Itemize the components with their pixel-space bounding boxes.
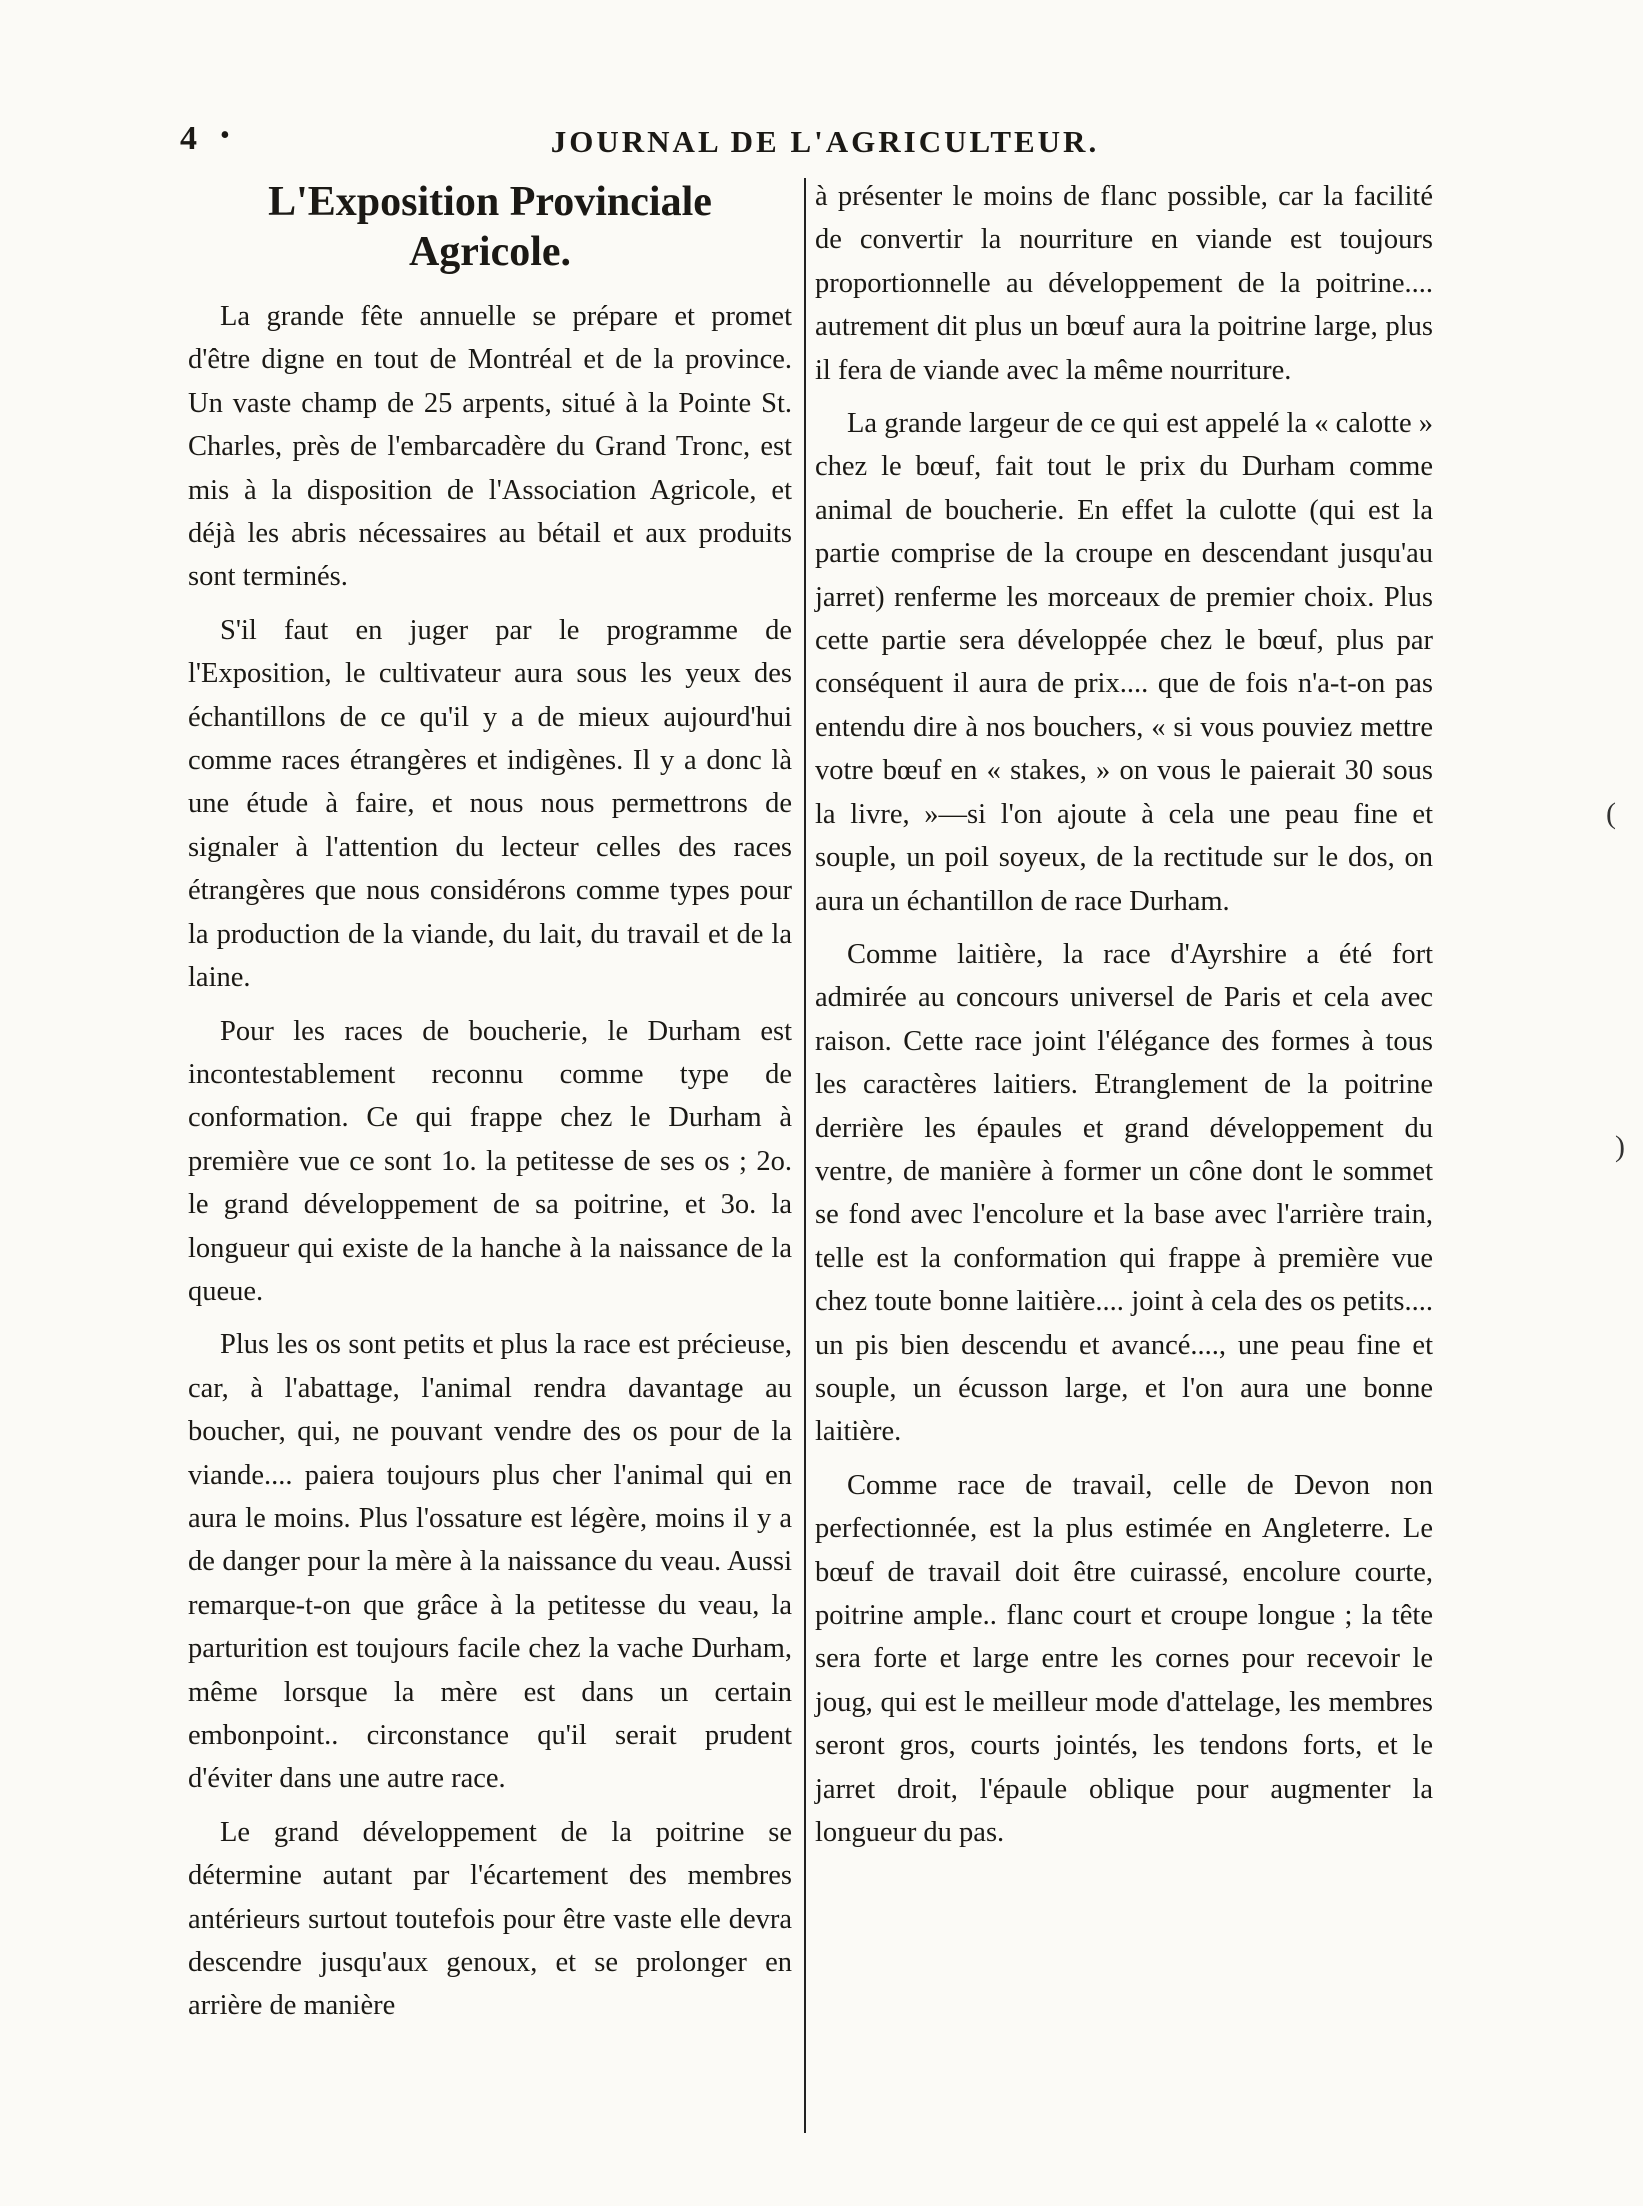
left-column bbox=[188, 175, 792, 2186]
header-bullet: • bbox=[220, 120, 230, 151]
paragraph: S'il faut en juger par le programme de l'Exposition, le cultivateur aura sous les yeux des échantillons de ce qu'il y a de mieux aujourd'hui comme races étrangères et indigènes. Il y a donc là une étude à faire, et nous nous permettrons de signaler à l'attention du lecteur celles des races étrangères que nous considérons comme types pour la production de la viande, du lait, du travail et de la laine. bbox=[188, 614, 792, 994]
margin-mark: ( bbox=[1606, 797, 1616, 830]
paragraph: Pour les races de boucherie, le Durham est incontestablement reconnu comme type de conformation. Ce qui frappe chez le Durham à première vue ce sont 1o. la petitesse de ses os ; 2o. le grand développement de sa poitrine, et 3o. la longueur qui existe de la hanche à la naissance de la queue. bbox=[188, 1015, 792, 1307]
paragraph: à présenter le moins de flanc possible, car la facilité de convertir la nourriture en viande est toujours proportionnelle au développement de la poitrine.... autrement dit plus un bœuf aura la poitrine large, plus il fera de viande avec la même nourriture. bbox=[815, 181, 1433, 386]
column-rule bbox=[804, 178, 806, 2133]
page-number: 4 bbox=[180, 120, 197, 157]
page-header bbox=[180, 120, 1470, 170]
paragraph: Le grand développement de la poitrine se détermine autant par l'écartement des membres antérieurs surtout toutefois pour être vaste elle devra descendre jusqu'aux genoux, et se prolonger en arrière de manière bbox=[188, 1816, 792, 2022]
paragraph: Plus les os sont petits et plus la race est précieuse, car, à l'abattage, l'animal rendra davantage au boucher, qui, ne pouvant vendre des os pour de la viande.... paiera toujours plus cher l'animal qui en aura le moins. Plus l'ossature est légère, moins il y a de danger pour la mère à la naissance du veau. Aussi remarque-t-on que grâce à la petitesse du veau, la parturition est toujours facile chez la vache Durham, même lorsque la mère est dans un certain embonpoint.. circonstance qu'il serait prudent d'éviter dans une autre race. bbox=[188, 1329, 792, 1795]
paragraph: La grande fête annuelle se prépare et promet d'être digne en tout de Montréal et de la province. Un vaste champ de 25 arpents, situé à la Pointe St. Charles, près de l'embarcadère du Grand Tronc, est mis à la disposition de l'Association Agricole, et déjà les abris nécessaires au bétail et aux produits sont terminés. bbox=[188, 301, 792, 593]
paragraph: Comme race de travail, celle de Devon non perfectionnée, est la plus estimée en Angleterre. Le bœuf de travail doit être cuirassé, encolure courte, poitrine ample.. flanc court et croupe longue ; la tête sera forte et large entre les cornes pour recevoir le joug, qui est le meilleur mode d'attelage, les membres seront gros, courts jointés, les tendons forts, et le jarret droit, l'épaule oblique pour augmenter la longueur du pas. bbox=[815, 1469, 1433, 1849]
margin-mark: ) bbox=[1615, 1130, 1625, 1163]
article-title: L'Exposition Provinciale Agricole. bbox=[268, 179, 712, 275]
right-column bbox=[815, 175, 1433, 2186]
running-head: JOURNAL DE L'AGRICULTEUR. bbox=[550, 124, 1100, 159]
paragraph: Comme laitière, la race d'Ayrshire a été fort admirée au concours universel de Paris et cela avec raison. Cette race joint l'élégance des formes à tous les caractères laitiers. Etranglement de la poitrine derrière les épaules et grand développement du ventre, de manière à former un cône dont le sommet se fond avec l'encolure et la base avec l'arrière train, telle est la conformation qui frappe à première vue chez toute bonne laitière.... joint à cela des os petits.... un pis bien descendu et avancé...., une peau fine et souple, un écusson large, et l'on aura une bonne laitière. bbox=[815, 938, 1433, 1448]
paragraph: La grande largeur de ce qui est appelé la « calotte » chez le bœuf, fait tout le prix du Durham comme animal de boucherie. En effet la culotte (qui est la partie comprise de la croupe en descendant jusqu'au jarret) renferme les morceaux de premier choix. Plus cette partie sera développée chez le bœuf, plus par conséquent il aura de prix.... que de fois n'a-t-on pas entendu dire à nos bouchers, « si vous pouviez mettre votre bœuf en « stakes, » on vous le paierait 30 sous la livre, »—si l'on ajoute à cela une peau fine et souple, un poil soyeux, de la rectitude sur le dos, on aura un échantillon de race Durham. bbox=[815, 408, 1433, 917]
